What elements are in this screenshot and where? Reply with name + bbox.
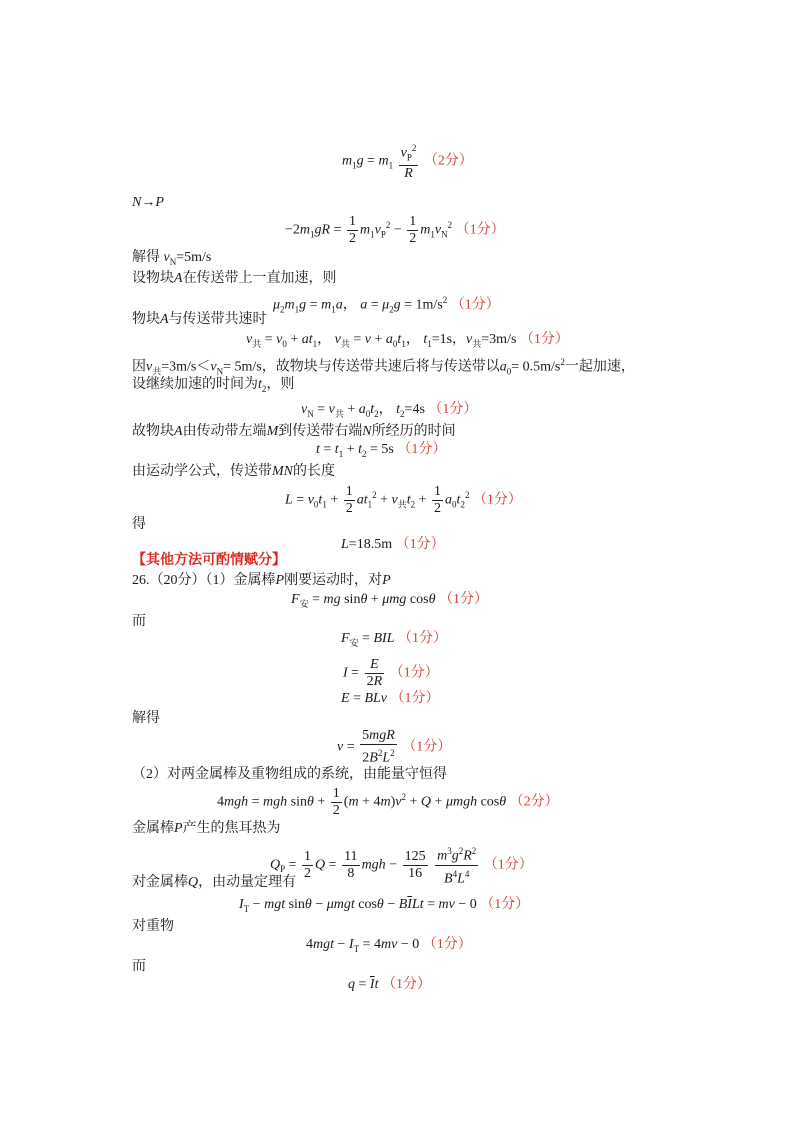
equation-11: I = $\frac{E}{2R}$ （1分） (343, 657, 439, 689)
equation-5: $v_N = v_共 + a_0t_2$， $t_2=4s$ （1分） (301, 402, 478, 419)
common-speed-line: 物块A与传送带共速时 (132, 312, 267, 327)
because-line: 因$v_共=3m/s<v_N= 5m/s$，故物块与传送带共速后将与传送带以$a_0= 0.5m/s^2$一起加速， (132, 357, 635, 377)
equation-8: L=18.5m （1分） (341, 537, 445, 552)
weight-line: 对重物 (132, 919, 174, 934)
momentum-line: 对金属棒Q，由动量定理有 (132, 875, 297, 890)
score-label: （2分） (423, 153, 473, 169)
equation-9: $F_安$ = mg sinθ + μmg cosθ （1分） (291, 592, 488, 609)
np-label: N→P (132, 195, 164, 210)
equation-7: $L = v_0t_1$ + $\frac{1}{2}$ $at_1^2 + v_共t_2$ + $\frac{1}{2}$ $a_0t_2^2$ （1分） (285, 484, 522, 516)
equation-12: E = BLv （1分） (341, 691, 440, 706)
jiede-label: 解得 (132, 711, 160, 726)
time-line: 故物块A由传动带左端M到传送带右端N所经历的时间 (132, 424, 456, 439)
equation-13: v = $\frac{\text{5mgR}}{2B^2L^2}$ （1分） (337, 728, 452, 766)
de-label: 得 (132, 517, 146, 532)
equation-4: $v_共 = v_0 + at_1$， $v_共 = v + a_0t_1$， $t_1=1s$，$v_共=3m/s$ （1分） (246, 332, 569, 349)
continue-accel-line: 设继续加速的时间为$t_2$，则 (132, 377, 295, 394)
question-26-heading: 26.（20分）（1）金属棒P刚要运动时，对P (132, 573, 391, 588)
equation-2: $-2m_1gR$ = $\frac{1}{2}$ $m_1v_P^2$ − $\frac{1}{2}$ $m_1v_N^2$ （1分） (285, 214, 505, 246)
assume-line: 设物块A在传送带上一直加速，则 (132, 271, 337, 286)
solve-vn: 解得 $v_N=5m/s$ (132, 250, 212, 267)
er-label: 而 (132, 614, 146, 629)
equation-17: $4mgt - I_T = 4mv - 0$ （1分） (306, 937, 472, 954)
equation-18: $q = \overline{I}t$ （1分） (348, 977, 431, 992)
equation-14: 4mgh = mgh sinθ + $\frac{1}{2}$ $(m + 4m)v^2 + Q + \mu mgh$ cosθ （2分） (217, 786, 559, 818)
equation-1: $m_1g = m_1$ $\frac{v_P^2}{R}$ （2分） (342, 140, 473, 182)
joule-heat-line: 金属棒P产生的焦耳热为 (132, 821, 281, 836)
equation-10: $F_安$ = BIL （1分） (341, 631, 447, 648)
equation-3: $\mu_2m_1g = m_1a$， $a = \mu_2g = 1m/s^2$ （1分） (273, 295, 500, 315)
length-intro-line: 由运动学公式，传送带MN的长度 (132, 464, 335, 479)
equation-16: $I_T$ − mgt sinθ − μmgt $\cos\theta - B\overline{I}Lt$ = mv − 0 （1分） (239, 897, 530, 914)
er2-label: 而 (132, 959, 146, 974)
part-2-line: （2）对两金属棒及重物组成的系统，由能量守恒得 (132, 767, 447, 782)
other-methods-note: 【其他方法可酌情赋分】 (132, 553, 286, 568)
equation-6: $t = t_1 + t_2 = 5s$ （1分） (316, 442, 447, 459)
equation-15: $Q_P$ = $\frac{1}{2}$ Q = $\frac{11}{8}$ mgh − $\frac{125}{16}$ $\frac{m^3g^2R^2}{B^4L^4}$ （1分） (270, 843, 533, 887)
